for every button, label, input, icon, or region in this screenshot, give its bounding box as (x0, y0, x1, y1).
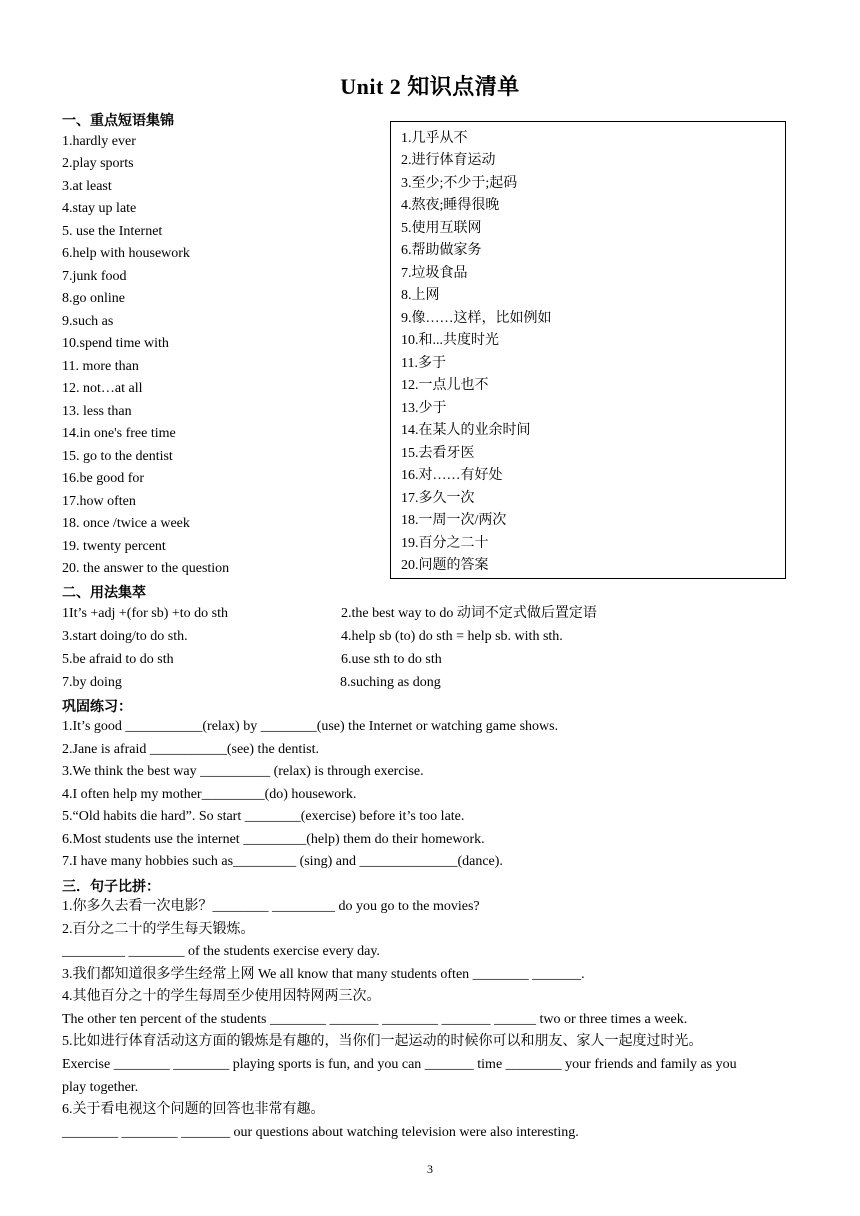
translation-item: 1.几乎从不 (401, 131, 468, 146)
usage-item: 2.the best way to do 动词不定式做后置定语 (341, 606, 597, 621)
sentence-line: The other ten percent of the students ________ _______ ________ _______ ______ two or three times a week. (62, 1012, 688, 1027)
phrase-item: 2.play sports (62, 156, 134, 171)
translation-item: 9.像……这样，比如例如 (401, 311, 552, 326)
phrase-item: 16.be good for (62, 471, 145, 486)
practice-item: 2.Jane is afraid ___________(see) the dentist. (62, 742, 319, 757)
translation-box (390, 121, 786, 579)
translation-item: 14.在某人的业余时间 (401, 423, 531, 438)
sentence-line: 4.其他百分之十的学生每周至少使用因特网两三次。 (62, 989, 381, 1004)
practice-item: 5.“Old habits die hard”. So start ________(exercise) before it’s too late. (62, 809, 465, 824)
translation-item: 12.一点儿也不 (401, 378, 489, 393)
sentence-line: Exercise ________ ________ playing sports is fun, and you can _______ time ________ your friends and family as you (62, 1057, 737, 1072)
phrase-item: 19. twenty percent (62, 539, 166, 554)
sentence-line: 3.我们都知道很多学生经常上网 We all know that many students often ________ _______. (62, 967, 585, 982)
translation-item: 7.垃圾食品 (401, 266, 468, 281)
practice-item: 6.Most students use the internet _________(help) them do their homework. (62, 832, 485, 847)
phrase-item: 8.go online (62, 291, 125, 306)
practice-item: 3.We think the best way __________ (relax) is through exercise. (62, 764, 424, 779)
sentence-line: 1.你多久去看一次电影？________ _________ do you go to the movies? (62, 899, 480, 914)
phrase-item: 12. not…at all (62, 381, 143, 396)
translation-item: 3.至少;不少于;起码 (401, 176, 518, 191)
translation-item: 11.多于 (401, 356, 446, 371)
usage-item: 8.suching as dong (340, 675, 441, 690)
translation-item: 20.问题的答案 (401, 558, 489, 573)
translation-item: 16.对……有好处 (401, 468, 503, 483)
practice-heading: 巩固练习： (62, 699, 132, 715)
phrase-item: 6.help with housework (62, 246, 190, 261)
page-number: 3 (427, 1162, 433, 1176)
phrase-item: 11. more than (62, 359, 139, 374)
sentence-line: 6.关于看电视这个问题的回答也非常有趣。 (62, 1102, 325, 1117)
translation-item: 18.一周一次/两次 (401, 513, 507, 528)
translation-item: 2.进行体育运动 (401, 153, 496, 168)
phrase-item: 15. go to the dentist (62, 449, 173, 464)
sentence-line: play together. (62, 1080, 139, 1095)
translation-item: 4.熬夜;睡得很晚 (401, 198, 500, 213)
phrase-item: 20. the answer to the question (62, 561, 230, 576)
sentence-line: 5.比如进行体育活动这方面的锻炼是有趣的，当你们一起运动的时候你可以和朋友、家人一起度过时光。 (62, 1034, 703, 1049)
sentence-line: 2.百分之二十的学生每天锻炼。 (62, 922, 255, 937)
section1-heading: 一、重点短语集锦 (62, 113, 174, 129)
translation-item: 8.上网 (401, 288, 440, 303)
phrase-item: 1.hardly ever (62, 134, 136, 149)
translation-item: 10.和...共度时光 (401, 333, 499, 348)
phrase-item: 17.how often (62, 494, 136, 509)
sentence-line: _________ ________ of the students exercise every day. (62, 944, 380, 959)
phrase-item: 10.spend time with (62, 336, 169, 351)
translation-item: 19.百分之二十 (401, 536, 489, 551)
usage-item: 1It’s +adj +(for sb) +to do sth (62, 606, 229, 621)
page-title: Unit 2 知识点清单 (340, 74, 520, 99)
section3-heading: 三．句子比拼： (62, 879, 160, 895)
phrase-item: 9.such as (62, 314, 114, 329)
section2-heading: 二、用法集萃 (62, 585, 146, 601)
translation-item: 5.使用互联网 (401, 221, 482, 236)
practice-item: 1.It’s good ___________(relax) by ________(use) the Internet or watching game shows. (62, 719, 559, 734)
practice-item: 7.I have many hobbies such as_________ (sing) and ______________(dance). (62, 854, 503, 869)
usage-item: 6.use sth to do sth (341, 652, 442, 667)
phrase-item: 3.at least (62, 179, 112, 194)
phrase-item: 5. use the Internet (62, 224, 163, 239)
phrase-item: 13. less than (62, 404, 132, 419)
translation-item: 6.帮助做家务 (401, 243, 482, 258)
usage-item: 3.start doing/to do sth. (62, 629, 188, 644)
translation-item: 17.多久一次 (401, 491, 475, 506)
usage-item: 4.help sb (to) do sth = help sb. with sth. (341, 629, 563, 644)
sentence-line: ________ ________ _______ our questions about watching television were also interesting. (62, 1125, 579, 1140)
translation-item: 13.少于 (401, 401, 447, 416)
usage-item: 5.be afraid to do sth (62, 652, 174, 667)
usage-item: 7.by doing (62, 675, 122, 690)
phrase-item: 18. once /twice a week (62, 516, 190, 531)
translation-item: 15.去看牙医 (401, 446, 475, 461)
phrase-item: 14.in one's free time (62, 426, 176, 441)
phrase-item: 4.stay up late (62, 201, 137, 216)
practice-item: 4.I often help my mother_________(do) housework. (62, 787, 357, 802)
phrase-item: 7.junk food (62, 269, 127, 284)
